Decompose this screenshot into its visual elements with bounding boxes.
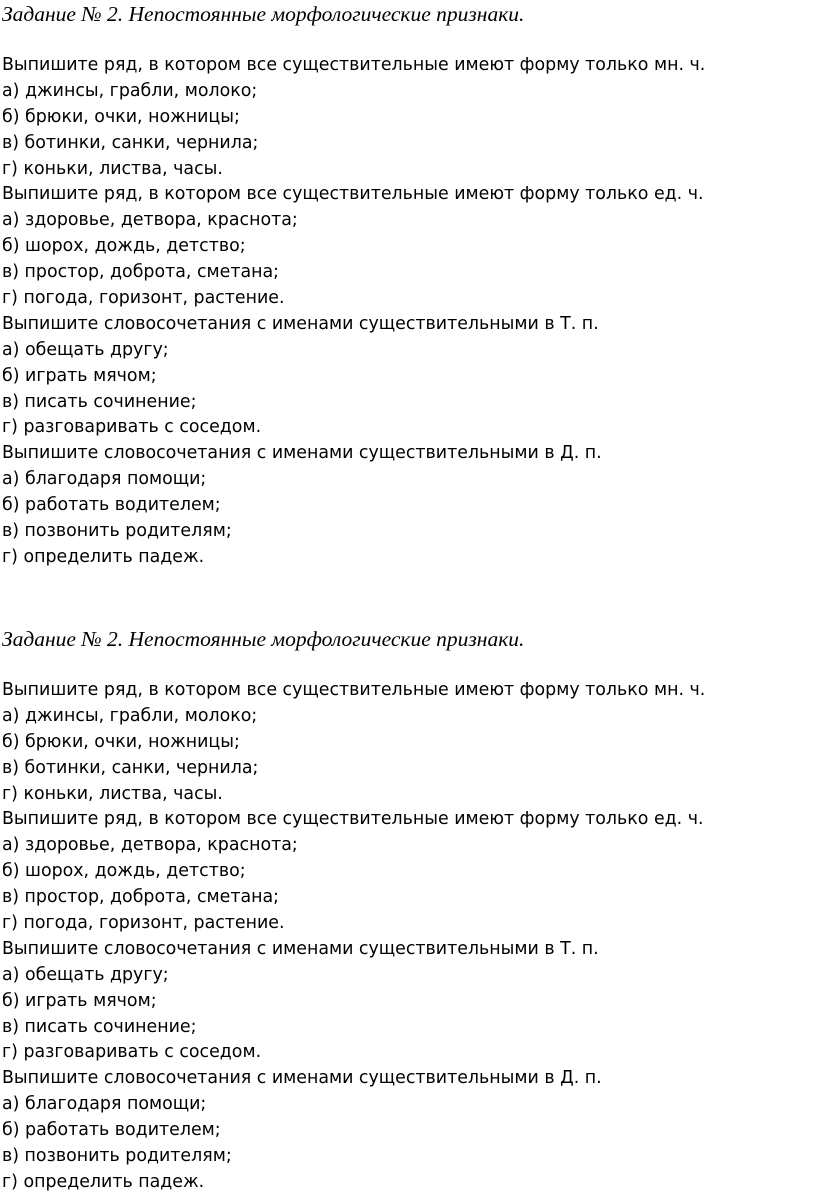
question-prompt: Выпишите словосочетания с именами существительными в Д. п. xyxy=(2,1068,602,1089)
answer-option: в) ботинки, санки, чернила; xyxy=(2,757,259,778)
blank-line xyxy=(2,27,814,53)
answer-option: в) писать сочинение; xyxy=(2,1016,197,1037)
question-prompt: Выпишите ряд, в котором все существительные имеют форму только ед. ч. xyxy=(2,809,704,830)
answer-option: г) коньки, листва, часы. xyxy=(2,783,223,804)
task-title: Задание № 2. Непостоянные морфологические признаки. xyxy=(2,2,525,26)
answer-option: б) брюки, очки, ножницы; xyxy=(2,106,240,127)
answer-option: б) шорох, дождь, детство; xyxy=(2,236,246,257)
answer-option: г) погода, горизонт, растение. xyxy=(2,913,285,934)
answer-option: г) разговаривать с соседом. xyxy=(2,1042,262,1063)
answer-option: а) обещать другу; xyxy=(2,964,169,985)
question-prompt: Выпишите ряд, в котором все существительные имеют форму только мн. ч. xyxy=(2,680,706,700)
answer-option: г) разговаривать с соседом. xyxy=(2,417,262,438)
answer-option: в) позвонить родителям; xyxy=(2,1146,232,1167)
answer-option: г) погода, горизонт, растение. xyxy=(2,288,285,309)
answer-option: а) джинсы, грабли, молоко; xyxy=(2,705,258,726)
answer-option: в) позвонить родителям; xyxy=(2,521,232,542)
question-prompt: Выпишите ряд, в котором все существительные имеют форму только мн. ч. xyxy=(2,55,706,75)
answer-option: б) играть мячом; xyxy=(2,990,157,1011)
question-prompt: Выпишите словосочетания с именами существительными в Д. п. xyxy=(2,443,602,464)
answer-option: г) коньки, листва, часы. xyxy=(2,158,223,179)
answer-option: а) здоровье, детвора, краснота; xyxy=(2,210,298,231)
answer-option: а) здоровье, детвора, краснота; xyxy=(2,835,298,856)
answer-option: а) обещать другу; xyxy=(2,339,169,360)
answer-option: в) писать сочинение; xyxy=(2,391,197,412)
answer-option: г) определить падеж. xyxy=(2,1171,205,1192)
task-title: Задание № 2. Непостоянные морфологические признаки. xyxy=(2,627,525,651)
answer-option: в) ботинки, санки, чернила; xyxy=(2,132,259,153)
answer-option: б) играть мячом; xyxy=(2,365,157,386)
answer-option: в) простор, доброта, сметана; xyxy=(2,887,280,908)
task-section-1 xyxy=(2,1,814,571)
question-prompt: Выпишите словосочетания с именами существительными в Т. п. xyxy=(2,313,599,334)
question-prompt: Выпишите ряд, в котором все существительные имеют форму только ед. ч. xyxy=(2,184,704,205)
answer-option: а) благодаря помощи; xyxy=(2,1094,207,1115)
task-section-2 xyxy=(2,626,814,1196)
answer-option: б) работать водителем; xyxy=(2,495,221,516)
answer-option: в) простор, доброта, сметана; xyxy=(2,262,280,283)
blank-line xyxy=(2,652,814,678)
answer-option: а) джинсы, грабли, молоко; xyxy=(2,80,258,101)
answer-option: б) шорох, дождь, детство; xyxy=(2,861,246,882)
answer-option: а) благодаря помощи; xyxy=(2,469,207,490)
answer-option: г) определить падеж. xyxy=(2,546,205,567)
answer-option: б) брюки, очки, ножницы; xyxy=(2,731,240,752)
answer-option: б) работать водителем; xyxy=(2,1120,221,1141)
question-prompt: Выпишите словосочетания с именами существительными в Т. п. xyxy=(2,938,599,959)
